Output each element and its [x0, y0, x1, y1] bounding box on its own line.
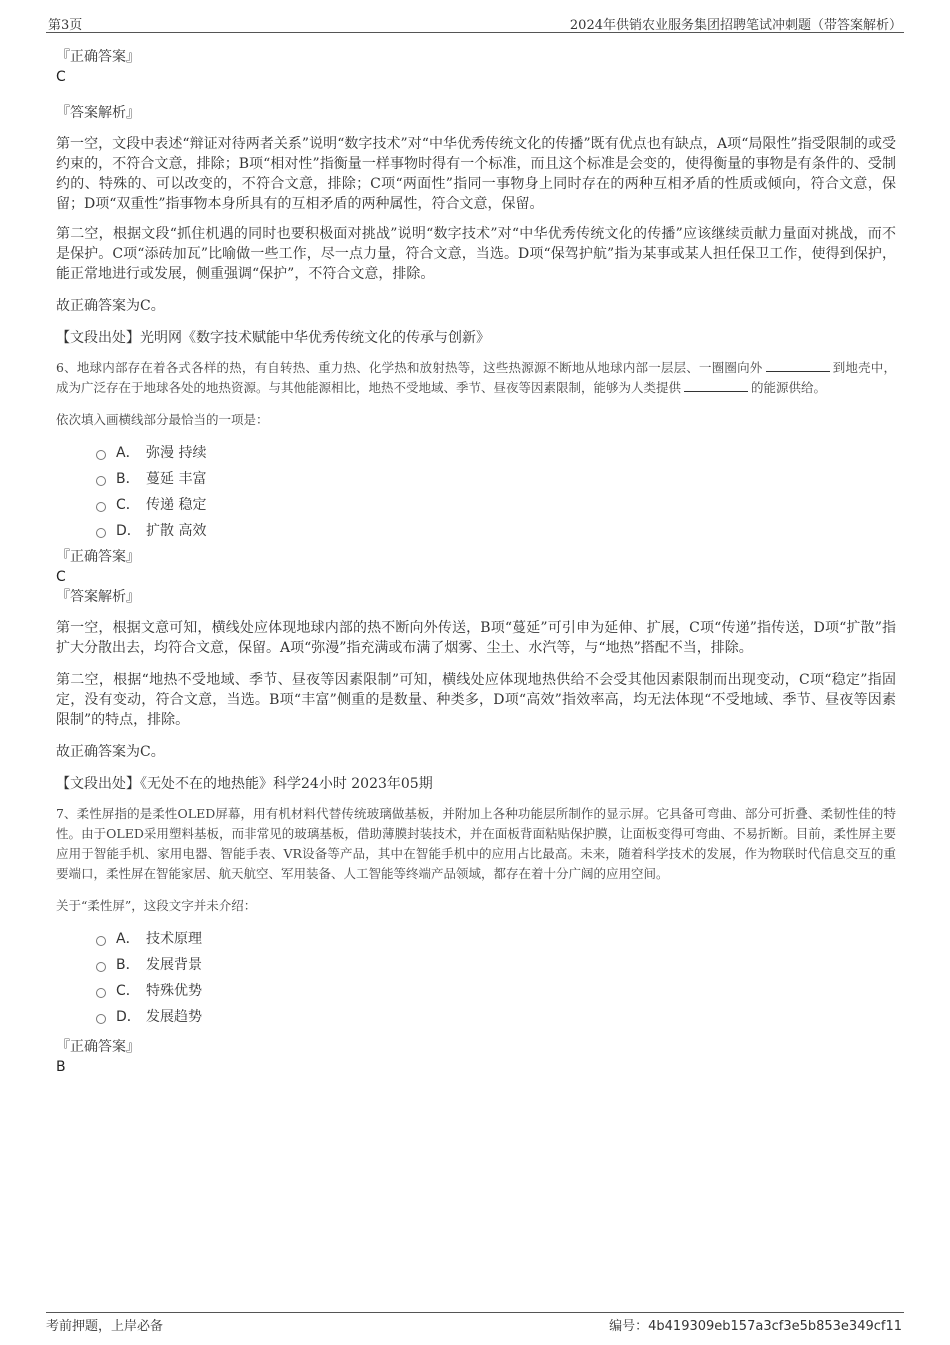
option-list	[96, 926, 896, 1030]
question-stem: 7、柔性屏指的是柔性OLED屏幕，用有机材料代替传统玻璃做基板，并附加上各种功能层所制作的显示屏。它具备可弯曲、部分可折叠、柔韧性佳的特性。由于OLED采用塑料基板，而非常见的玻璃基板，借助薄膜封装技术，并在面板背面粘贴保护膜，让面板变得可弯曲、不易折断。目前，柔性屏主要应用于智能手机、家用电器、智能手表、VR设备等产品，其中在智能手机中的应用占比最高。未来，随着科学技术的发展，作为物联时代信息交互的重要端口，柔性屏在智能家居、航天航空、军用装备、人工智能等终端产品领域，都存在着十分广阔的应用空间。	[56, 806, 896, 881]
option-a[interactable]: A． 弥漫 持续	[96, 440, 896, 466]
radio-icon[interactable]	[96, 502, 106, 512]
analysis-label: 『答案解析』	[56, 105, 140, 121]
answer-label: 『正确答案』	[56, 1039, 140, 1055]
answer-label: 『正确答案』	[56, 549, 140, 565]
answer-value: C	[56, 569, 66, 585]
option-list	[96, 440, 896, 544]
analysis-conclusion: 故正确答案为C。	[56, 298, 165, 314]
page-number: 第3页	[48, 18, 83, 33]
radio-icon[interactable]	[96, 528, 106, 538]
option-d[interactable]: D． 扩散 高效	[96, 518, 896, 544]
analysis-paragraph: 第二空，根据“地热不受地域、季节、昼夜等因素限制”可知，横线处应体现地热供给不会受其他因素限制而出现变动，C项“稳定”指固定，没有变动，符合文意，当选。B项“丰富”侧重的是数量、种类多，D项“高效”指效率高，均无法体现“不受地域、季节、昼夜等因素限制”的特点，排除。	[56, 672, 896, 728]
footer-slogan: 考前押题，上岸必备	[46, 1319, 164, 1334]
stem-part: 到地壳中，成为广泛存在于地球各处的地热资源。与其他能源相比，地热不受地域、季节、昼夜等因素限制，能够为人类提供	[56, 360, 896, 395]
source-citation: 【文段出处】光明网《数字技术赋能中华优秀传统文化的传承与创新》	[56, 330, 490, 346]
source-citation: 【文段出处】《无处不在的地热能》科学24小时 2023年05期	[56, 776, 433, 792]
option-c[interactable]: C． 传递 稳定	[96, 492, 896, 518]
question-stem	[56, 358, 896, 398]
page-header	[46, 12, 904, 33]
option-b[interactable]: B． 蔓延 丰富	[96, 466, 896, 492]
answer-value: B	[56, 1059, 66, 1075]
radio-icon[interactable]	[96, 962, 106, 972]
stem-part: 6、地球内部存在着各式各样的热，有自转热、重力热、化学热和放射热等，这些热源源不断地从地球内部一层层、一圈圈向外	[56, 360, 763, 375]
option-d[interactable]: D． 发展趋势	[96, 1004, 896, 1030]
analysis-paragraph: 第一空，根据文意可知，横线处应体现地球内部的热不断向外传送，B项“蔓延”可引申为延伸、扩展，C项“传递”指传送，D项“扩散”指扩大分散出去，均符合文意，保留。A项“弥漫”指充满或布满了烟雾、尘土、水汽等，与“地热”搭配不当，排除。	[56, 620, 896, 656]
document-code	[609, 1315, 902, 1334]
radio-icon[interactable]	[96, 1014, 106, 1024]
answer-label: 『正确答案』	[56, 49, 140, 65]
analysis-conclusion: 故正确答案为C。	[56, 744, 165, 760]
option-a[interactable]: A． 技术原理	[96, 926, 896, 952]
stem-part: 的能源供给。	[751, 380, 827, 395]
radio-icon[interactable]	[96, 450, 106, 460]
radio-icon[interactable]	[96, 988, 106, 998]
analysis-label: 『答案解析』	[56, 589, 140, 605]
option-b[interactable]: B． 发展背景	[96, 952, 896, 978]
page-footer	[46, 1312, 904, 1333]
question-prompt: 依次填入画横线部分最恰当的一项是：	[56, 412, 269, 427]
answer-value: C	[56, 69, 66, 85]
code-label: 编号：	[609, 1319, 649, 1334]
document-title: 2024年供销农业服务集团招聘笔试冲刺题（带答案解析）	[569, 18, 902, 33]
analysis-paragraph: 第二空，根据文段“抓住机遇的同时也要积极面对挑战”说明“数字技术”对“中华优秀传统文化的传播”应该继续贡献力量面对挑战，而不是保护。C项“添砖加瓦”比喻做一些工作，尽一点力量，符合文意，当选。D项“保驾护航”指为某事或某人担任保卫工作，使得到保护，能正常地进行或发展，侧重强调“保护”，不符合文意，排除。	[56, 226, 896, 282]
radio-icon[interactable]	[96, 936, 106, 946]
option-c[interactable]: C． 特殊优势	[96, 978, 896, 1004]
fill-blank	[766, 359, 830, 372]
fill-blank	[684, 379, 748, 392]
analysis-paragraph: 第一空，文段中表述“辩证对待两者关系”说明“数字技术”对“中华优秀传统文化的传播”既有优点也有缺点，A项“局限性”指受限制的或受约束的，不符合文意，排除；B项“相对性”指衡量一样事物时得有一个标准，而且这个标准是会变的，使得衡量的事物是有条件的、受制约的、特殊的、可以改变的，不符合文意，排除；C项“两面性”指同一事物身上同时存在的两种互相矛盾的性质或倾向，符合文意，保留；D项“双重性”指事物本身所具有的互相矛盾的两种属性，符合文意，保留。	[56, 136, 896, 212]
code-value: 4b419309eb157a3cf3e5b853e349cf11	[648, 1319, 902, 1334]
question-prompt: 关于“柔性屏”，这段文字并未介绍：	[56, 898, 257, 913]
radio-icon[interactable]	[96, 476, 106, 486]
document-body	[56, 44, 896, 1076]
